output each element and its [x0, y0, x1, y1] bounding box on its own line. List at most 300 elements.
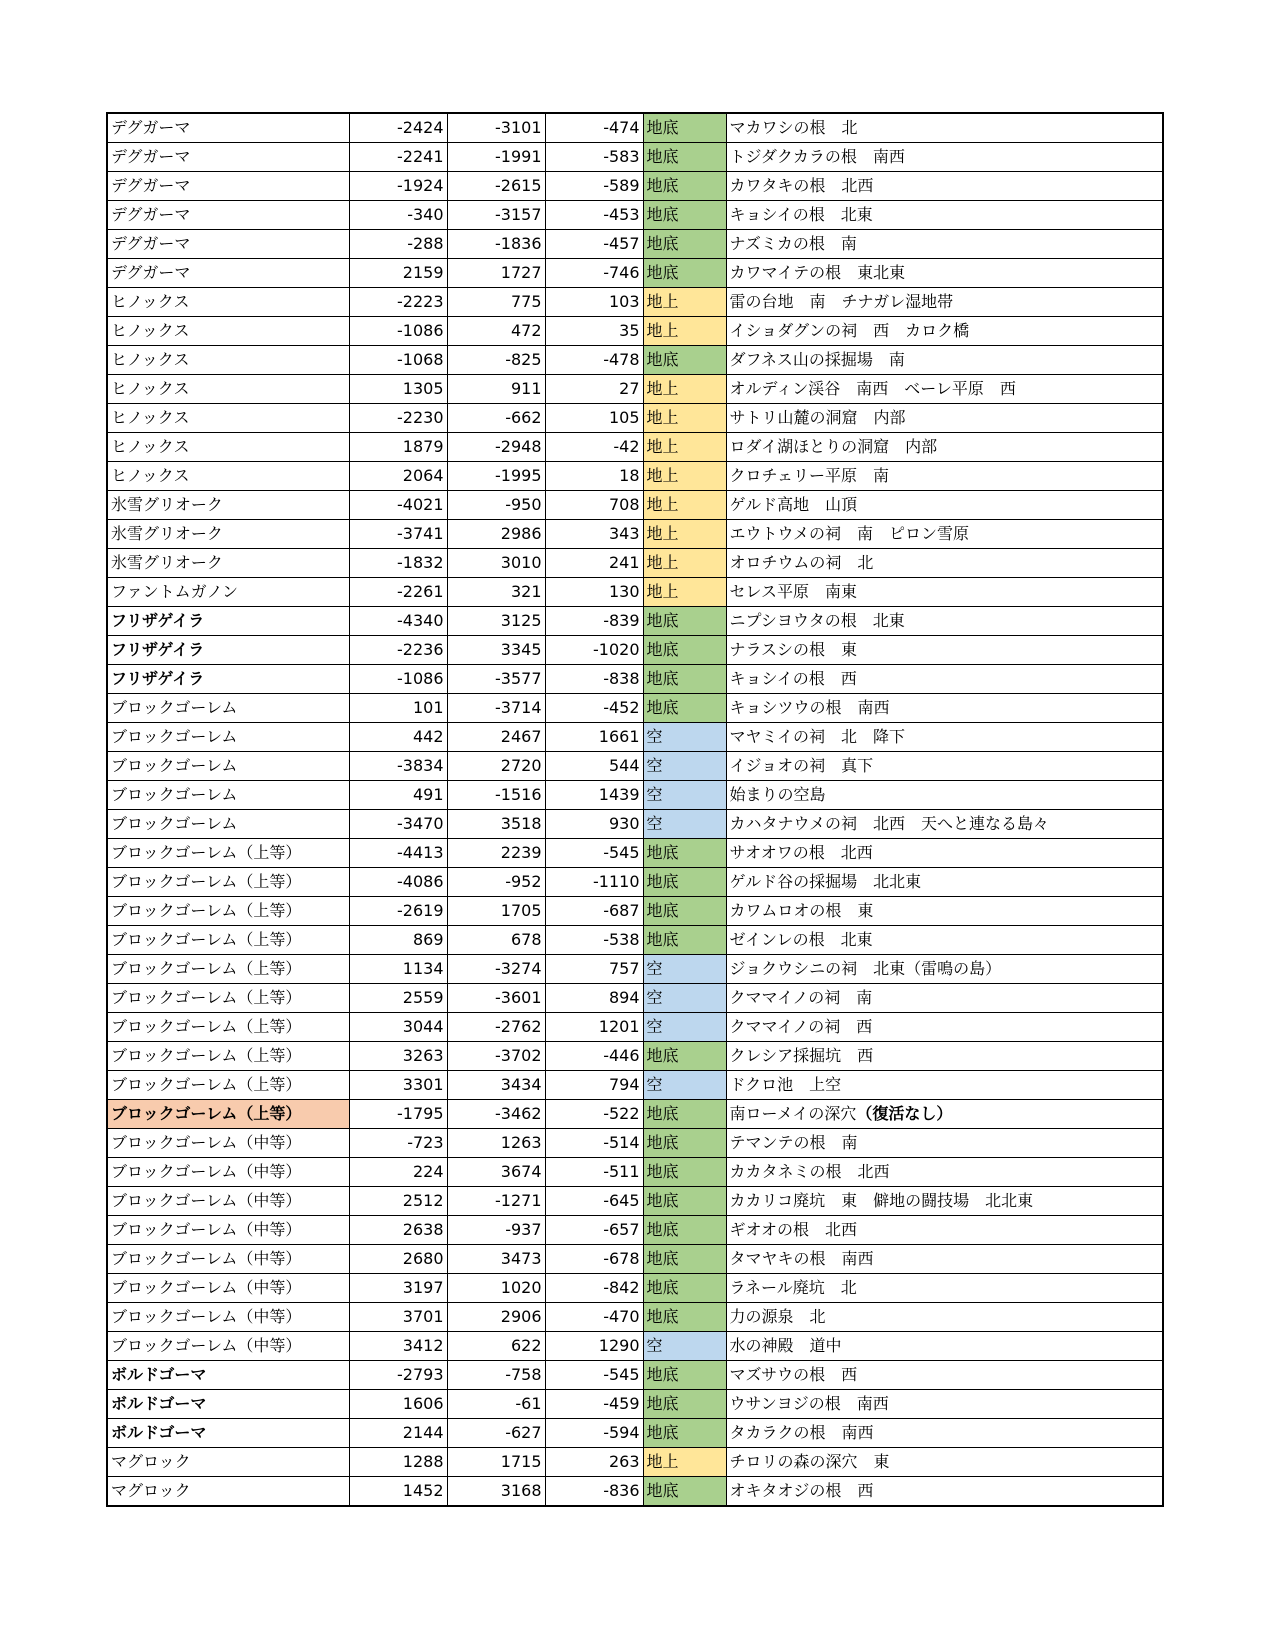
monster-name-cell: ブロックゴーレム（上等） — [107, 926, 349, 955]
x-coord-cell: 2680 — [349, 1245, 447, 1274]
table-row — [107, 1361, 1163, 1390]
area-type-cell: 地底 — [643, 143, 726, 172]
area-type-cell: 地上 — [643, 549, 726, 578]
location-text: チロリの森の深穴 東 — [729, 1452, 890, 1471]
location-cell — [726, 810, 1163, 839]
x-coord-cell: -3741 — [349, 520, 447, 549]
location-text: キョシイの根 西 — [729, 669, 857, 688]
area-type-cell: 地底 — [643, 230, 726, 259]
table-row — [107, 926, 1163, 955]
z-coord-cell: -1110 — [545, 868, 643, 897]
z-coord-cell: -470 — [545, 1303, 643, 1332]
location-text: ジョクウシニの祠 北東（雷鳴の島） — [729, 959, 1002, 978]
location-cell — [726, 404, 1163, 433]
location-cell — [726, 113, 1163, 143]
area-type-cell: 空 — [643, 1013, 726, 1042]
location-text: オキタオジの根 西 — [729, 1481, 874, 1500]
monster-name-cell: ヒノックス — [107, 404, 349, 433]
area-type-cell: 地上 — [643, 491, 726, 520]
x-coord-cell: 2559 — [349, 984, 447, 1013]
monster-name-cell: ブロックゴーレム — [107, 781, 349, 810]
z-coord-cell: -452 — [545, 694, 643, 723]
y-coord-cell: 3168 — [447, 1477, 545, 1507]
z-coord-cell: 757 — [545, 955, 643, 984]
area-type-cell: 地上 — [643, 578, 726, 607]
area-type-cell: 地底 — [643, 1187, 726, 1216]
z-coord-cell: -678 — [545, 1245, 643, 1274]
table-row — [107, 1013, 1163, 1042]
area-type-cell: 地底 — [643, 1361, 726, 1390]
location-text: カハタナウメの祠 北西 天へと連なる島々 — [729, 814, 1050, 833]
y-coord-cell: 622 — [447, 1332, 545, 1361]
area-type-cell: 地底 — [643, 1390, 726, 1419]
location-cell — [726, 897, 1163, 926]
y-coord-cell: 2467 — [447, 723, 545, 752]
location-cell — [726, 926, 1163, 955]
x-coord-cell: 1305 — [349, 375, 447, 404]
x-coord-cell: 3301 — [349, 1071, 447, 1100]
monster-name-cell: ヒノックス — [107, 462, 349, 491]
area-type-cell: 地底 — [643, 172, 726, 201]
area-type-cell: 空 — [643, 1332, 726, 1361]
table-row — [107, 665, 1163, 694]
z-coord-cell: 263 — [545, 1448, 643, 1477]
location-cell — [726, 230, 1163, 259]
y-coord-cell: -2948 — [447, 433, 545, 462]
y-coord-cell: -3577 — [447, 665, 545, 694]
location-cell — [726, 1477, 1163, 1507]
location-cell — [726, 1187, 1163, 1216]
location-text: クママイノの祠 西 — [729, 1017, 873, 1036]
z-coord-cell: -657 — [545, 1216, 643, 1245]
location-text: カワタキの根 北西 — [729, 176, 874, 195]
y-coord-cell: -61 — [447, 1390, 545, 1419]
y-coord-cell: -3157 — [447, 201, 545, 230]
z-coord-cell: 343 — [545, 520, 643, 549]
y-coord-cell: 911 — [447, 375, 545, 404]
table-row — [107, 520, 1163, 549]
y-coord-cell: 3674 — [447, 1158, 545, 1187]
location-cell — [726, 288, 1163, 317]
monster-name-cell: ヒノックス — [107, 433, 349, 462]
monster-name-cell: フリザゲイラ — [107, 665, 349, 694]
x-coord-cell: 442 — [349, 723, 447, 752]
table-row — [107, 1274, 1163, 1303]
y-coord-cell: -3462 — [447, 1100, 545, 1129]
monster-name-cell: ブロックゴーレム（中等） — [107, 1332, 349, 1361]
location-cell — [726, 868, 1163, 897]
x-coord-cell: -723 — [349, 1129, 447, 1158]
monster-name-cell: 氷雪グリオーク — [107, 549, 349, 578]
table-row — [107, 143, 1163, 172]
z-coord-cell: -474 — [545, 113, 643, 143]
area-type-cell: 地上 — [643, 462, 726, 491]
table-row — [107, 172, 1163, 201]
location-cell — [726, 781, 1163, 810]
location-cell — [726, 1071, 1163, 1100]
y-coord-cell: -937 — [447, 1216, 545, 1245]
table-row — [107, 1071, 1163, 1100]
monster-name-cell: フリザゲイラ — [107, 636, 349, 665]
table-row — [107, 259, 1163, 288]
y-coord-cell: 775 — [447, 288, 545, 317]
table-row — [107, 230, 1163, 259]
area-type-cell: 地上 — [643, 404, 726, 433]
monster-name-cell: ブロックゴーレム（上等） — [107, 1013, 349, 1042]
area-type-cell: 空 — [643, 752, 726, 781]
location-text: クロチェリー平原 南 — [729, 466, 890, 485]
monster-name-cell: ヒノックス — [107, 317, 349, 346]
area-type-cell: 地底 — [643, 1042, 726, 1071]
z-coord-cell: 103 — [545, 288, 643, 317]
location-cell — [726, 607, 1163, 636]
monster-name-cell: ボルドゴーマ — [107, 1361, 349, 1390]
monster-name-cell: マグロック — [107, 1477, 349, 1507]
monster-name-cell: ブロックゴーレム（上等） — [107, 897, 349, 926]
location-cell — [726, 1100, 1163, 1129]
z-coord-cell: -511 — [545, 1158, 643, 1187]
x-coord-cell: -1924 — [349, 172, 447, 201]
x-coord-cell: 3197 — [349, 1274, 447, 1303]
location-text: ギオオの根 北西 — [729, 1220, 858, 1239]
x-coord-cell: 869 — [349, 926, 447, 955]
x-coord-cell: -1086 — [349, 665, 447, 694]
table-row — [107, 201, 1163, 230]
y-coord-cell: 3434 — [447, 1071, 545, 1100]
table-row — [107, 868, 1163, 897]
table-row — [107, 1477, 1163, 1507]
z-coord-cell: 930 — [545, 810, 643, 839]
location-text: オロチウムの祠 北 — [729, 553, 874, 572]
table-row — [107, 1419, 1163, 1448]
monster-name-cell: ヒノックス — [107, 346, 349, 375]
location-cell — [726, 549, 1163, 578]
z-coord-cell: 794 — [545, 1071, 643, 1100]
location-cell — [726, 1216, 1163, 1245]
location-text: クママイノの祠 南 — [729, 988, 873, 1007]
monster-name-cell: ブロックゴーレム — [107, 752, 349, 781]
location-cell — [726, 491, 1163, 520]
z-coord-cell: -838 — [545, 665, 643, 694]
monster-location-table — [106, 112, 1164, 1507]
z-coord-cell: 18 — [545, 462, 643, 491]
z-coord-cell: 1201 — [545, 1013, 643, 1042]
monster-name-cell: デグガーマ — [107, 230, 349, 259]
z-coord-cell: -457 — [545, 230, 643, 259]
monster-name-cell: 氷雪グリオーク — [107, 491, 349, 520]
monster-name-cell: ブロックゴーレム（上等） — [107, 955, 349, 984]
area-type-cell: 地底 — [643, 839, 726, 868]
x-coord-cell: -4340 — [349, 607, 447, 636]
y-coord-cell: -662 — [447, 404, 545, 433]
y-coord-cell: 1715 — [447, 1448, 545, 1477]
y-coord-cell: 3345 — [447, 636, 545, 665]
area-type-cell: 地上 — [643, 433, 726, 462]
y-coord-cell: 1020 — [447, 1274, 545, 1303]
y-coord-cell: -1991 — [447, 143, 545, 172]
z-coord-cell: -545 — [545, 1361, 643, 1390]
location-text: 雷の台地 南 チナガレ湿地帯 — [729, 292, 954, 311]
z-coord-cell: 1661 — [545, 723, 643, 752]
location-text: クレシア採掘坑 西 — [729, 1046, 874, 1065]
z-coord-cell: 544 — [545, 752, 643, 781]
table-row — [107, 694, 1163, 723]
location-cell — [726, 1245, 1163, 1274]
location-text: マカワシの根 北 — [729, 118, 858, 137]
location-cell — [726, 462, 1163, 491]
x-coord-cell: 3412 — [349, 1332, 447, 1361]
area-type-cell: 地底 — [643, 346, 726, 375]
y-coord-cell: 3518 — [447, 810, 545, 839]
z-coord-cell: -453 — [545, 201, 643, 230]
monster-name-cell: ヒノックス — [107, 288, 349, 317]
area-type-cell: 空 — [643, 984, 726, 1013]
monster-name-cell: ブロックゴーレム（中等） — [107, 1129, 349, 1158]
location-text: ゲルド谷の採掘場 北北東 — [729, 872, 922, 891]
y-coord-cell: 1727 — [447, 259, 545, 288]
area-type-cell: 地底 — [643, 636, 726, 665]
location-text: イジョオの祠 真下 — [729, 756, 874, 775]
x-coord-cell: 1288 — [349, 1448, 447, 1477]
x-coord-cell: 1606 — [349, 1390, 447, 1419]
monster-name-cell: ブロックゴーレム — [107, 694, 349, 723]
z-coord-cell: -839 — [545, 607, 643, 636]
y-coord-cell: -3702 — [447, 1042, 545, 1071]
monster-name-cell: ブロックゴーレム（中等） — [107, 1245, 349, 1274]
location-text: サオオワの根 北西 — [729, 843, 873, 862]
x-coord-cell: 2159 — [349, 259, 447, 288]
monster-name-cell: デグガーマ — [107, 172, 349, 201]
area-type-cell: 地底 — [643, 1245, 726, 1274]
monster-name-cell: ブロックゴーレム（上等） — [107, 984, 349, 1013]
x-coord-cell: 1879 — [349, 433, 447, 462]
x-coord-cell: -2236 — [349, 636, 447, 665]
area-type-cell: 地底 — [643, 1477, 726, 1507]
y-coord-cell: -2615 — [447, 172, 545, 201]
z-coord-cell: 105 — [545, 404, 643, 433]
monster-name-cell: デグガーマ — [107, 259, 349, 288]
location-note: （復活なし） — [856, 1104, 953, 1123]
z-coord-cell: 27 — [545, 375, 643, 404]
monster-name-cell: ブロックゴーレム（上等） — [107, 839, 349, 868]
x-coord-cell: -2619 — [349, 897, 447, 926]
y-coord-cell: 1263 — [447, 1129, 545, 1158]
z-coord-cell: -583 — [545, 143, 643, 172]
table-row — [107, 752, 1163, 781]
x-coord-cell: -2230 — [349, 404, 447, 433]
x-coord-cell: 491 — [349, 781, 447, 810]
location-text: ロダイ湖ほとりの洞窟 内部 — [729, 437, 938, 456]
y-coord-cell: 2986 — [447, 520, 545, 549]
z-coord-cell: -842 — [545, 1274, 643, 1303]
y-coord-cell: 3125 — [447, 607, 545, 636]
y-coord-cell: 2720 — [447, 752, 545, 781]
location-text: カワムロオの根 東 — [729, 901, 874, 920]
z-coord-cell: -446 — [545, 1042, 643, 1071]
x-coord-cell: 1134 — [349, 955, 447, 984]
location-text: 始まりの空島 — [729, 785, 826, 804]
location-text: キョシイの根 北東 — [729, 205, 873, 224]
z-coord-cell: -538 — [545, 926, 643, 955]
area-type-cell: 地底 — [643, 1419, 726, 1448]
x-coord-cell: -2793 — [349, 1361, 447, 1390]
location-text: テマンテの根 南 — [729, 1133, 858, 1152]
table-row — [107, 549, 1163, 578]
y-coord-cell: -3601 — [447, 984, 545, 1013]
y-coord-cell: 678 — [447, 926, 545, 955]
table-row — [107, 839, 1163, 868]
monster-name-cell: ブロックゴーレム — [107, 810, 349, 839]
table-row — [107, 1216, 1163, 1245]
monster-name-cell: ブロックゴーレム（中等） — [107, 1216, 349, 1245]
x-coord-cell: -2424 — [349, 113, 447, 143]
location-text: オルディン渓谷 南西 ベーレ平原 西 — [729, 379, 1016, 398]
table-row — [107, 636, 1163, 665]
area-type-cell: 地底 — [643, 1216, 726, 1245]
location-text: 力の源泉 北 — [729, 1307, 826, 1326]
z-coord-cell: 241 — [545, 549, 643, 578]
location-cell — [726, 1303, 1163, 1332]
location-cell — [726, 1390, 1163, 1419]
y-coord-cell: 2906 — [447, 1303, 545, 1332]
location-cell — [726, 1448, 1163, 1477]
location-text: ゼインレの根 北東 — [729, 930, 873, 949]
table-row — [107, 375, 1163, 404]
location-cell — [726, 839, 1163, 868]
y-coord-cell: -3101 — [447, 113, 545, 143]
area-type-cell: 地底 — [643, 897, 726, 926]
area-type-cell: 地底 — [643, 665, 726, 694]
z-coord-cell: -589 — [545, 172, 643, 201]
area-type-cell: 地上 — [643, 317, 726, 346]
area-type-cell: 地底 — [643, 868, 726, 897]
x-coord-cell: -4413 — [349, 839, 447, 868]
monster-name-cell: ブロックゴーレム（上等） — [107, 1071, 349, 1100]
location-text: 水の神殿 道中 — [729, 1336, 842, 1355]
y-coord-cell: 321 — [447, 578, 545, 607]
y-coord-cell: -1995 — [447, 462, 545, 491]
area-type-cell: 空 — [643, 810, 726, 839]
x-coord-cell: -1832 — [349, 549, 447, 578]
location-text: ゲルド高地 山頂 — [729, 495, 858, 514]
monster-name-cell: フリザゲイラ — [107, 607, 349, 636]
location-cell — [726, 578, 1163, 607]
monster-name-cell: ブロックゴーレム — [107, 723, 349, 752]
area-type-cell: 地底 — [643, 259, 726, 288]
location-cell — [726, 1332, 1163, 1361]
z-coord-cell: -522 — [545, 1100, 643, 1129]
monster-name-cell: ボルドゴーマ — [107, 1419, 349, 1448]
x-coord-cell: 1452 — [349, 1477, 447, 1507]
y-coord-cell: -825 — [447, 346, 545, 375]
monster-name-cell: ブロックゴーレム（中等） — [107, 1187, 349, 1216]
table-row — [107, 1448, 1163, 1477]
z-coord-cell: 35 — [545, 317, 643, 346]
z-coord-cell: 894 — [545, 984, 643, 1013]
location-cell — [726, 636, 1163, 665]
location-text: ナラスシの根 東 — [729, 640, 858, 659]
monster-name-cell: ブロックゴーレム（中等） — [107, 1158, 349, 1187]
monster-name-cell: ブロックゴーレム（中等） — [107, 1274, 349, 1303]
area-type-cell: 空 — [643, 723, 726, 752]
z-coord-cell: -514 — [545, 1129, 643, 1158]
area-type-cell: 地底 — [643, 694, 726, 723]
location-text: ダフネス山の採掘場 南 — [729, 350, 905, 369]
table-row — [107, 955, 1163, 984]
location-text: セレス平原 南東 — [729, 582, 858, 601]
x-coord-cell: -4086 — [349, 868, 447, 897]
location-cell — [726, 143, 1163, 172]
y-coord-cell: -952 — [447, 868, 545, 897]
monster-name-cell: 氷雪グリオーク — [107, 520, 349, 549]
table-row — [107, 1187, 1163, 1216]
location-cell — [726, 694, 1163, 723]
x-coord-cell: 3044 — [349, 1013, 447, 1042]
z-coord-cell: -687 — [545, 897, 643, 926]
x-coord-cell: 224 — [349, 1158, 447, 1187]
monster-name-cell: ファントムガノン — [107, 578, 349, 607]
z-coord-cell: 1290 — [545, 1332, 643, 1361]
x-coord-cell: 2512 — [349, 1187, 447, 1216]
location-text: 南ローメイの深穴 — [729, 1104, 857, 1123]
area-type-cell: 地底 — [643, 113, 726, 143]
location-cell — [726, 259, 1163, 288]
area-type-cell: 地底 — [643, 926, 726, 955]
monster-name-cell: ブロックゴーレム（中等） — [107, 1303, 349, 1332]
y-coord-cell: -1271 — [447, 1187, 545, 1216]
y-coord-cell: -3274 — [447, 955, 545, 984]
table-row — [107, 1303, 1163, 1332]
table-row — [107, 578, 1163, 607]
y-coord-cell: -3714 — [447, 694, 545, 723]
table-body — [107, 113, 1163, 1506]
location-cell — [726, 1158, 1163, 1187]
area-type-cell: 地上 — [643, 375, 726, 404]
table-row — [107, 288, 1163, 317]
table-row — [107, 1129, 1163, 1158]
area-type-cell: 地底 — [643, 1129, 726, 1158]
location-text: ナズミカの根 南 — [729, 234, 857, 253]
z-coord-cell: -645 — [545, 1187, 643, 1216]
x-coord-cell: 2064 — [349, 462, 447, 491]
monster-name-cell: ヒノックス — [107, 375, 349, 404]
x-coord-cell: 3263 — [349, 1042, 447, 1071]
location-cell — [726, 201, 1163, 230]
area-type-cell: 空 — [643, 1071, 726, 1100]
area-type-cell: 地底 — [643, 1274, 726, 1303]
location-text: キョシツウの根 南西 — [729, 698, 890, 717]
location-cell — [726, 346, 1163, 375]
monster-name-cell: ブロックゴーレム（上等） — [107, 1042, 349, 1071]
y-coord-cell: 3010 — [447, 549, 545, 578]
area-type-cell: 地底 — [643, 201, 726, 230]
location-cell — [726, 723, 1163, 752]
area-type-cell: 地底 — [643, 1158, 726, 1187]
table-row — [107, 1390, 1163, 1419]
location-cell — [726, 1274, 1163, 1303]
location-text: カワマイテの根 東北東 — [729, 263, 906, 282]
monster-name-cell: ブロックゴーレム（上等） — [107, 1100, 349, 1129]
area-type-cell: 地底 — [643, 1100, 726, 1129]
y-coord-cell: 3473 — [447, 1245, 545, 1274]
area-type-cell: 地上 — [643, 288, 726, 317]
y-coord-cell: 1705 — [447, 897, 545, 926]
location-cell — [726, 984, 1163, 1013]
z-coord-cell: -836 — [545, 1477, 643, 1507]
location-text: ラネール廃坑 北 — [729, 1278, 857, 1297]
x-coord-cell: 2144 — [349, 1419, 447, 1448]
y-coord-cell: -1516 — [447, 781, 545, 810]
